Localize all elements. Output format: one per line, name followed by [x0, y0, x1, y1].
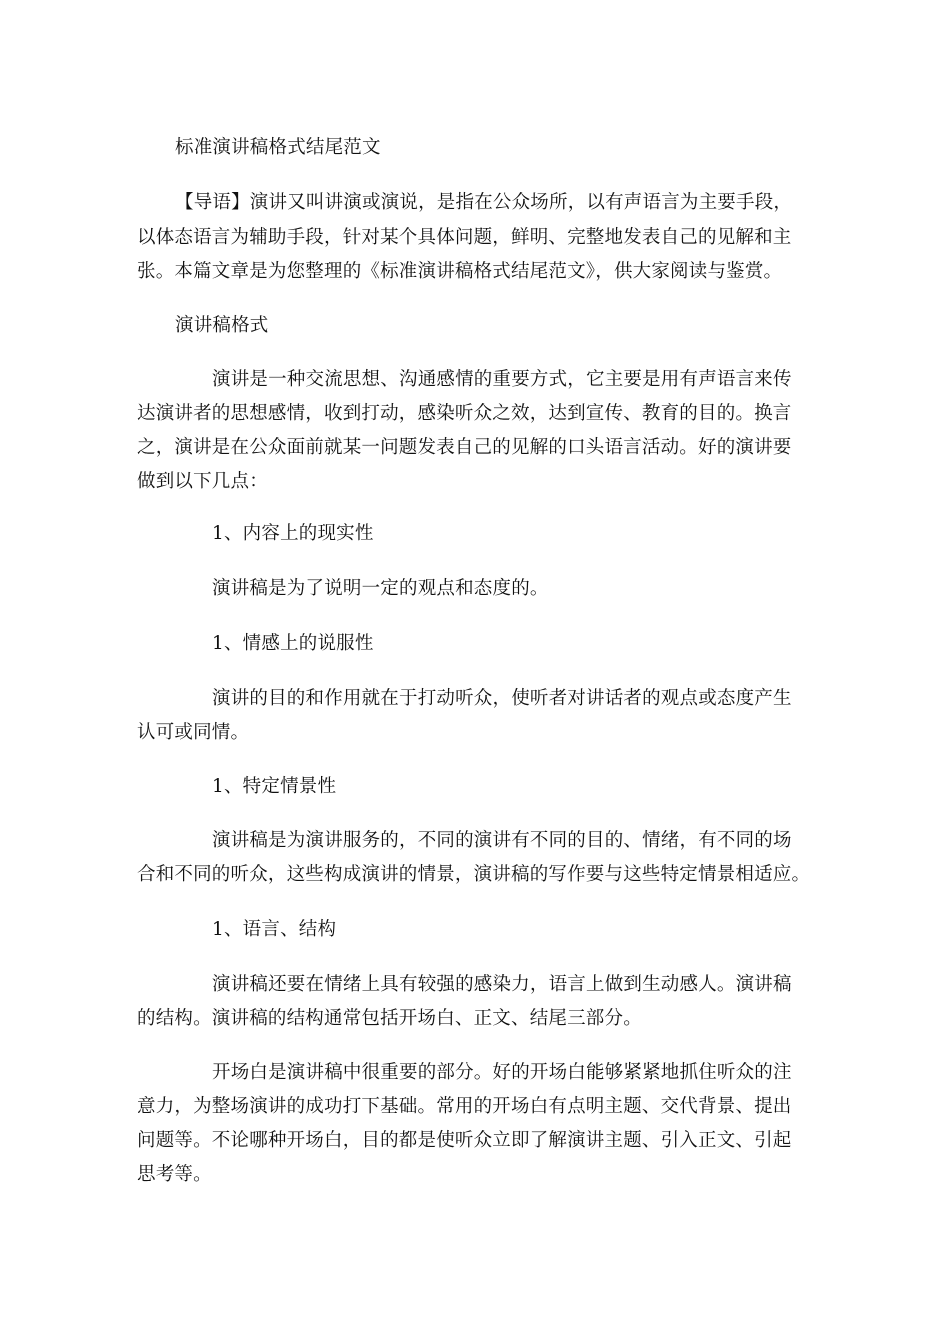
item-heading: 1、内容上的现实性: [212, 523, 374, 544]
item-heading: 1、特定情景性: [212, 776, 337, 797]
paragraph-line: 之，演讲是在公众面前就某一问题发表自己的见解的口头语言活动。好的演讲要: [137, 437, 792, 458]
intro-line: 张。本篇文章是为您整理的《标准演讲稿格式结尾范文》，供大家阅读与鉴赏。: [137, 261, 783, 282]
paragraph-line: 意力，为整场演讲的成功打下基础。常用的开场白有点明主题、交代背景、提出: [137, 1096, 792, 1117]
intro-line: 【导语】演讲又叫讲演或演说，是指在公众场所，以有声语言为主要手段，: [175, 192, 793, 213]
paragraph-line: 演讲是一种交流思想、沟通感情的重要方式，它主要是用有声语言来传: [212, 369, 792, 390]
paragraph-line: 思考等。: [137, 1164, 212, 1185]
paragraph-line: 合和不同的听众，这些构成演讲的情景，演讲稿的写作要与这些特定情景相适应。: [137, 864, 811, 885]
paragraph-line: 演讲稿是为了说明一定的观点和态度的。: [212, 578, 549, 599]
paragraph-line: 认可或同情。: [137, 722, 250, 743]
paragraph-line: 做到以下几点：: [137, 471, 268, 492]
paragraph-line: 问题等。不论哪种开场白，目的都是使听众立即了解演讲主题、引入正文、引起: [137, 1130, 792, 1151]
document-title: 标准演讲稿格式结尾范文: [175, 137, 381, 158]
paragraph-line: 的结构。演讲稿的结构通常包括开场白、正文、结尾三部分。: [137, 1008, 642, 1029]
paragraph-line: 演讲的目的和作用就在于打动听众，使听者对讲话者的观点或态度产生: [212, 688, 792, 709]
item-heading: 1、语言、结构: [212, 919, 337, 940]
item-heading: 1、情感上的说服性: [212, 633, 374, 654]
paragraph-line: 演讲稿还要在情绪上具有较强的感染力，语言上做到生动感人。演讲稿: [212, 974, 792, 995]
section-heading: 演讲稿格式: [175, 315, 269, 336]
paragraph-line: 达演讲者的思想感情，收到打动，感染听众之效，达到宣传、教育的目的。换言: [137, 403, 792, 424]
paragraph-line: 演讲稿是为演讲服务的，不同的演讲有不同的目的、情绪，有不同的场: [212, 830, 792, 851]
paragraph-line: 开场白是演讲稿中很重要的部分。好的开场白能够紧紧地抓住听众的注: [212, 1062, 792, 1083]
intro-line: 以体态语言为辅助手段，针对某个具体问题，鲜明、完整地发表自己的见解和主: [137, 227, 792, 248]
